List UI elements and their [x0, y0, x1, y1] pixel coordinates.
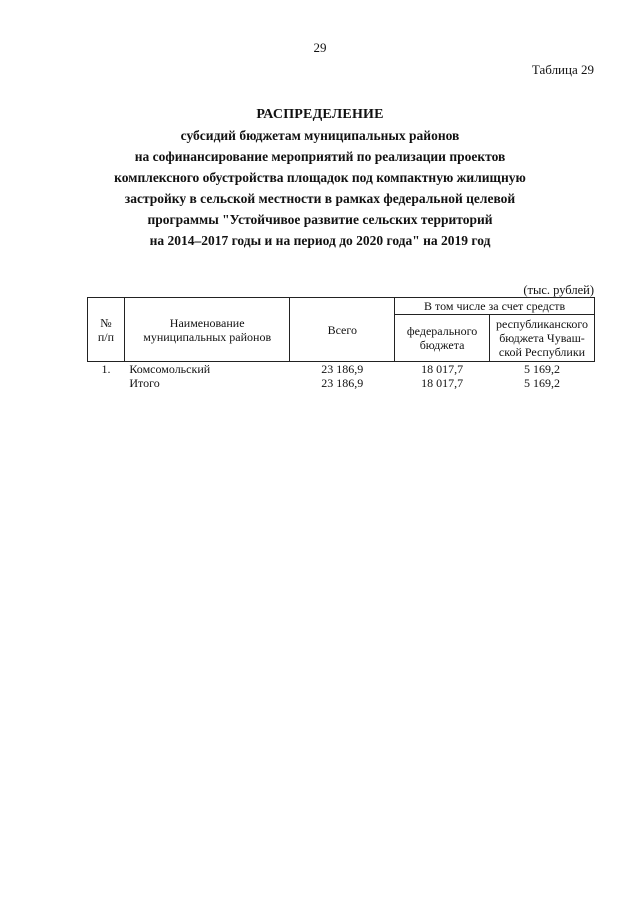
table-label: Таблица 29 — [531, 62, 594, 77]
header-federal-budget: федерального бюджета — [395, 315, 490, 362]
header-district-name: Наименование муниципальных районов — [124, 298, 290, 362]
row-republic: 5 169,2 — [524, 362, 560, 376]
header-number: № п/п — [88, 298, 125, 362]
subsidy-table — [87, 297, 595, 390]
row-district-name: Комсомольский — [129, 362, 211, 376]
row-federal: 18 017,7 — [421, 376, 464, 390]
row-number: 1. — [101, 362, 111, 376]
row-republic: 5 169,2 — [524, 376, 560, 390]
header-republic-budget: республиканского бюджета Чуваш- ской Республики — [490, 315, 595, 362]
header-total: Всего — [290, 298, 395, 362]
heading-line-6: на 2014–2017 годы и на период до 2020 года" на 2019 год — [149, 233, 491, 248]
row-number — [88, 376, 125, 390]
header-including: В том числе за счет средств — [395, 298, 595, 315]
row-district-name: Итого — [129, 376, 160, 390]
heading-line-5: программы "Устойчивое развитие сельских территорий — [147, 212, 493, 227]
row-total: 23 186,9 — [321, 362, 364, 376]
page-number: 29 — [313, 40, 327, 55]
row-federal: 18 017,7 — [421, 362, 464, 376]
heading-line-2: на софинансирование мероприятий по реализации проектов — [134, 149, 506, 164]
table-row-total — [88, 376, 595, 390]
heading-line-1: субсидий бюджетам муниципальных районов — [180, 128, 460, 143]
units-label: (тыс. рублей) — [523, 283, 594, 297]
heading-title: РАСПРЕДЕЛЕНИЕ — [256, 107, 384, 122]
heading-line-3: комплексного обустройства площадок под компактную жилищную — [114, 170, 526, 185]
table-row — [88, 362, 595, 377]
document-heading — [0, 104, 640, 251]
heading-line-4: застройку в сельской местности в рамках федеральной целевой — [124, 191, 516, 206]
row-total: 23 186,9 — [321, 376, 364, 390]
